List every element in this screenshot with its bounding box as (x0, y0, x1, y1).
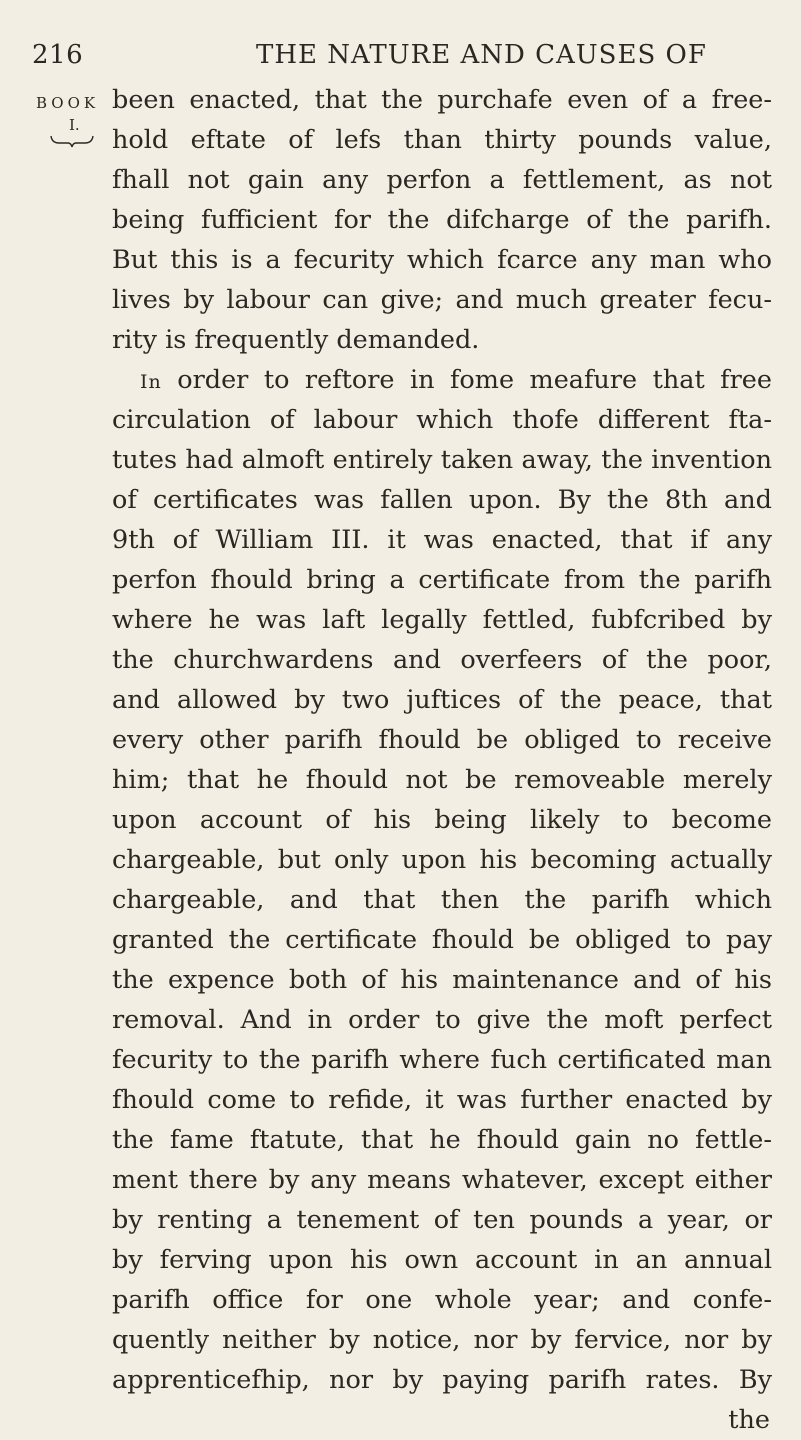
text-line: chargeable, and that then the parifh which (112, 885, 772, 915)
text-line: by ferving upon his own account in an annual (112, 1245, 772, 1275)
text-line: by renting a tenement of ten pounds a year, or (112, 1205, 772, 1235)
paragraph-2 (112, 360, 772, 1400)
text-line: and allowed by two juftices of the peace, that (112, 685, 772, 715)
text-line: circulation of labour which thofe different fta- (112, 405, 772, 435)
text-line: of certificates was fallen upon. By the 8th and (112, 485, 772, 515)
text-line: quently neither by notice, nor by fervice, nor by (112, 1325, 772, 1355)
text-line: tutes had almoft entirely taken away, the invention (112, 445, 772, 475)
smallcaps-lead: In (140, 371, 162, 393)
body-text (112, 80, 772, 1440)
text-line-rest: order to reftore in fome meafure that free (161, 365, 772, 395)
text-line: lives by labour can give; and much greater fecu- (112, 285, 772, 315)
text-line: him; that he fhould not be removeable merely (112, 765, 772, 795)
text-line: fhould come to refide, it was further enacted by (112, 1085, 772, 1115)
margin-brace-icon (50, 134, 94, 148)
text-line: the churchwardens and overfeers of the poor, (112, 645, 772, 675)
text-line: being fufficient for the difcharge of the parifh. (112, 205, 772, 235)
text-line: ment there by any means whatever, except either (112, 1165, 772, 1195)
catchword: the (728, 1405, 770, 1435)
running-head: THE NATURE AND CAUSES OF (256, 40, 707, 70)
text-line: apprenticefhip, nor by paying parifh rates. By (112, 1365, 772, 1395)
margin-book-label: BOOK (36, 94, 100, 112)
text-line: removal. And in order to give the moft perfect (112, 1005, 772, 1035)
text-line: 9th of William III. it was enacted, that if any (112, 525, 772, 555)
text-line: fhall not gain any perfon a fettlement, as not (112, 165, 772, 195)
margin-book-number: I. (69, 116, 80, 134)
text-line: perfon fhould bring a certificate from the parifh (112, 565, 772, 595)
text-line: fecurity to the parifh where fuch certificated man (112, 1045, 772, 1075)
text-line: hold eftate of lefs than thirty pounds value, (112, 125, 772, 155)
text-line: granted the certificate fhould be obliged to pay (112, 925, 772, 955)
text-line: the expence both of his maintenance and of his (112, 965, 772, 995)
text-line: upon account of his being likely to become (112, 805, 772, 835)
text-line: But this is a fecurity which fcarce any man who (112, 245, 772, 275)
text-line: rity is frequently demanded. (112, 325, 480, 355)
text-line: been enacted, that the purchafe even of a free- (112, 85, 772, 115)
page-number: 216 (32, 40, 84, 70)
text-line: the fame ftatute, that he fhould gain no fettle- (112, 1125, 772, 1155)
text-line: every other parifh fhould be obliged to receive (112, 725, 772, 755)
text-line: where he was laft legally fettled, fubfcribed by (112, 605, 772, 635)
text-line: chargeable, but only upon his becoming actually (112, 845, 772, 875)
paragraph-1 (112, 80, 772, 360)
text-line: parifh office for one whole year; and confe- (112, 1285, 772, 1315)
text-line-first (112, 360, 772, 400)
